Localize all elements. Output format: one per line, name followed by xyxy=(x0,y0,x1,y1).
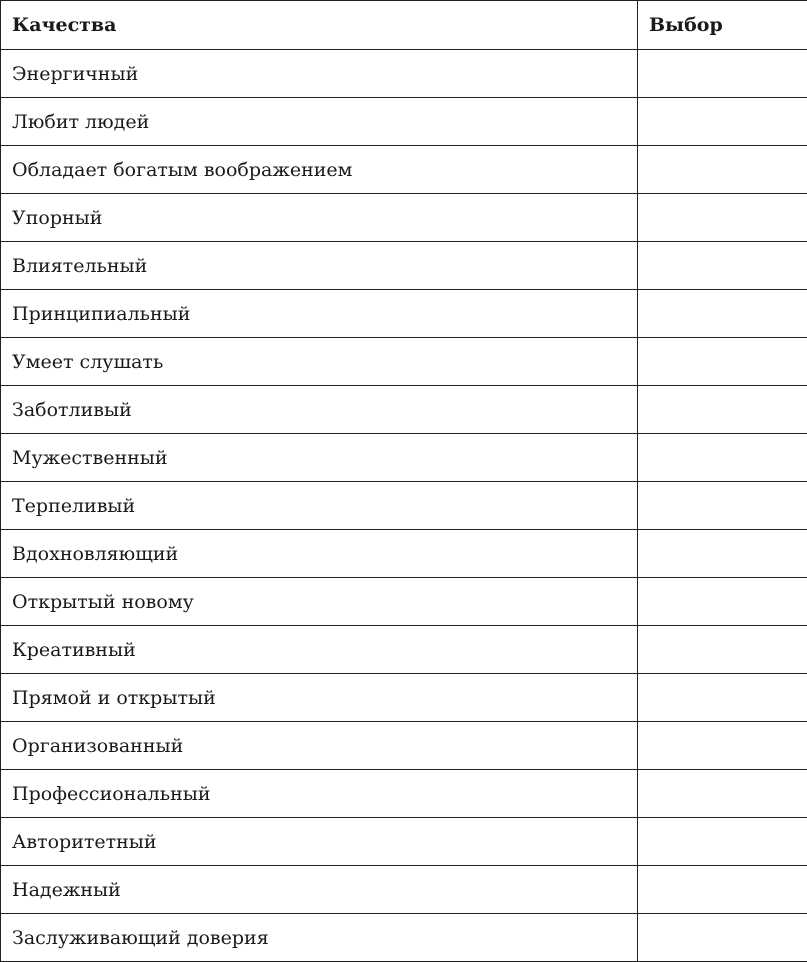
table-row xyxy=(1,674,807,722)
choice-cell[interactable] xyxy=(638,866,807,914)
choice-cell[interactable] xyxy=(638,530,807,578)
quality-cell: Упорный xyxy=(1,194,638,242)
quality-cell: Обладает богатым воображением xyxy=(1,146,638,194)
header-choice: Выбор xyxy=(638,1,807,50)
quality-cell: Умеет слушать xyxy=(1,338,638,386)
table-row xyxy=(1,914,807,962)
quality-cell: Заботливый xyxy=(1,386,638,434)
table-row xyxy=(1,578,807,626)
choice-cell[interactable] xyxy=(638,578,807,626)
choice-cell[interactable] xyxy=(638,770,807,818)
choice-cell[interactable] xyxy=(638,482,807,530)
choice-cell[interactable] xyxy=(638,242,807,290)
quality-cell: Организованный xyxy=(1,722,638,770)
quality-cell: Вдохновляющий xyxy=(1,530,638,578)
table-row xyxy=(1,290,807,338)
choice-cell[interactable] xyxy=(638,50,807,98)
table-row xyxy=(1,386,807,434)
quality-cell: Терпеливый xyxy=(1,482,638,530)
quality-cell: Профессиональный xyxy=(1,770,638,818)
quality-cell: Заслуживающий доверия xyxy=(1,914,638,962)
table-row xyxy=(1,98,807,146)
choice-cell[interactable] xyxy=(638,386,807,434)
table-row xyxy=(1,866,807,914)
table-row xyxy=(1,50,807,98)
quality-cell: Энергичный xyxy=(1,50,638,98)
table-row xyxy=(1,338,807,386)
table-row xyxy=(1,770,807,818)
quality-cell: Принципиальный xyxy=(1,290,638,338)
choice-cell[interactable] xyxy=(638,914,807,962)
choice-cell[interactable] xyxy=(638,674,807,722)
table-row xyxy=(1,146,807,194)
quality-cell: Креативный xyxy=(1,626,638,674)
choice-cell[interactable] xyxy=(638,98,807,146)
table-row xyxy=(1,242,807,290)
quality-cell: Открытый новому xyxy=(1,578,638,626)
header-row xyxy=(1,1,807,50)
table-row xyxy=(1,530,807,578)
choice-cell[interactable] xyxy=(638,338,807,386)
header-qualities: Качества xyxy=(1,1,638,50)
choice-cell[interactable] xyxy=(638,434,807,482)
quality-cell: Любит людей xyxy=(1,98,638,146)
table-row xyxy=(1,434,807,482)
quality-cell: Надежный xyxy=(1,866,638,914)
table-row xyxy=(1,818,807,866)
quality-cell: Мужественный xyxy=(1,434,638,482)
choice-cell[interactable] xyxy=(638,290,807,338)
table-row xyxy=(1,626,807,674)
quality-cell: Прямой и открытый xyxy=(1,674,638,722)
choice-cell[interactable] xyxy=(638,818,807,866)
quality-cell: Влиятельный xyxy=(1,242,638,290)
choice-cell[interactable] xyxy=(638,626,807,674)
quality-cell: Авторитетный xyxy=(1,818,638,866)
table-row xyxy=(1,722,807,770)
choice-cell[interactable] xyxy=(638,722,807,770)
choice-cell[interactable] xyxy=(638,194,807,242)
table-row xyxy=(1,194,807,242)
choice-cell[interactable] xyxy=(638,146,807,194)
table-row xyxy=(1,482,807,530)
